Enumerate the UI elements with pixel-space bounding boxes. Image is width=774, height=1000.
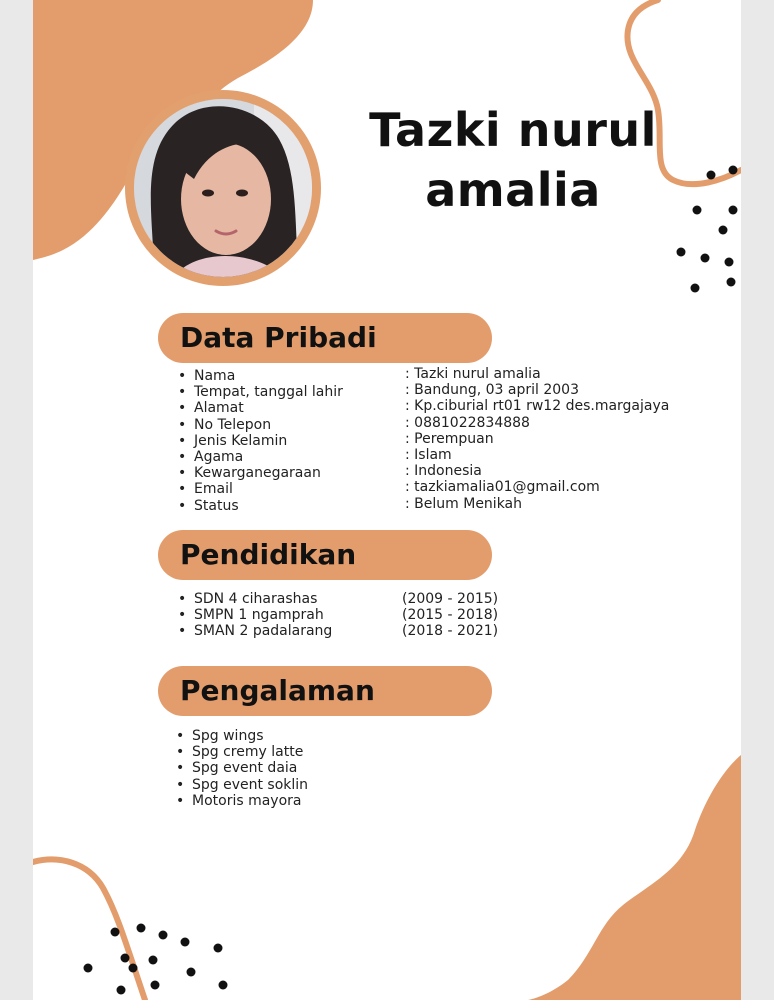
experience-item: • Spg cremy latte xyxy=(174,744,308,760)
section-title-personal: Data Pribadi xyxy=(180,321,377,354)
profile-photo xyxy=(134,99,312,277)
education-school-list xyxy=(176,591,332,640)
resume-page xyxy=(33,0,741,1000)
personal-labels-list xyxy=(176,368,343,514)
personal-value: : Tazki nurul amalia xyxy=(405,366,541,382)
personal-label: • No Telepon xyxy=(176,417,343,433)
profile-photo-frame xyxy=(125,90,321,286)
bottom-right-blob xyxy=(528,755,741,1000)
section-header-education xyxy=(158,530,492,580)
education-years: (2015 - 2018) xyxy=(402,607,499,624)
personal-values-list xyxy=(405,366,669,512)
education-school: • SMPN 1 ngamprah xyxy=(176,607,332,623)
personal-value: : tazkiamalia01@gmail.com xyxy=(405,479,600,496)
experience-item: • Spg event soklin xyxy=(174,777,308,793)
personal-label: • Email xyxy=(176,481,343,497)
personal-value: : Indonesia xyxy=(405,463,482,480)
section-header-experience xyxy=(158,666,492,716)
personal-label: • Nama xyxy=(176,368,343,384)
personal-value: : Belum Menikah xyxy=(405,495,523,512)
personal-value: : Kp.ciburial rt01 rw12 des.margajaya xyxy=(405,398,670,415)
experience-item: • Spg event daia xyxy=(174,760,308,776)
education-years: (2018 - 2021) xyxy=(402,623,499,640)
bottom-left-outline-curve xyxy=(33,859,145,1000)
education-school: • SMAN 2 padalarang xyxy=(176,623,332,639)
personal-label: • Status xyxy=(176,498,343,514)
personal-label: • Alamat xyxy=(176,400,343,416)
personal-value: : Islam xyxy=(405,447,452,464)
personal-value: : 0881022834888 xyxy=(405,414,530,431)
experience-item: • Motoris mayora xyxy=(174,793,308,809)
education-school: • SDN 4 ciharashas xyxy=(176,591,332,607)
name-line-2: amalia xyxy=(425,163,601,217)
section-title-education: Pendidikan xyxy=(180,538,357,571)
resume-name xyxy=(333,100,693,220)
education-years-list xyxy=(402,591,498,640)
education-years: (2009 - 2015) xyxy=(402,591,499,607)
experience-list xyxy=(174,728,308,809)
personal-label: • Agama xyxy=(176,449,343,465)
section-header-personal xyxy=(158,313,492,363)
personal-label: • Jenis Kelamin xyxy=(176,433,343,449)
name-line-1: Tazki nurul xyxy=(369,103,657,157)
personal-label: • Tempat, tanggal lahir xyxy=(176,384,343,400)
section-title-experience: Pengalaman xyxy=(180,674,375,707)
personal-label: • Kewarganegaraan xyxy=(176,465,343,481)
experience-item: • Spg wings xyxy=(174,728,308,744)
personal-value: : Perempuan xyxy=(405,430,494,447)
bottom-left-dots xyxy=(84,924,228,995)
personal-value: : Bandung, 03 april 2003 xyxy=(405,382,579,399)
